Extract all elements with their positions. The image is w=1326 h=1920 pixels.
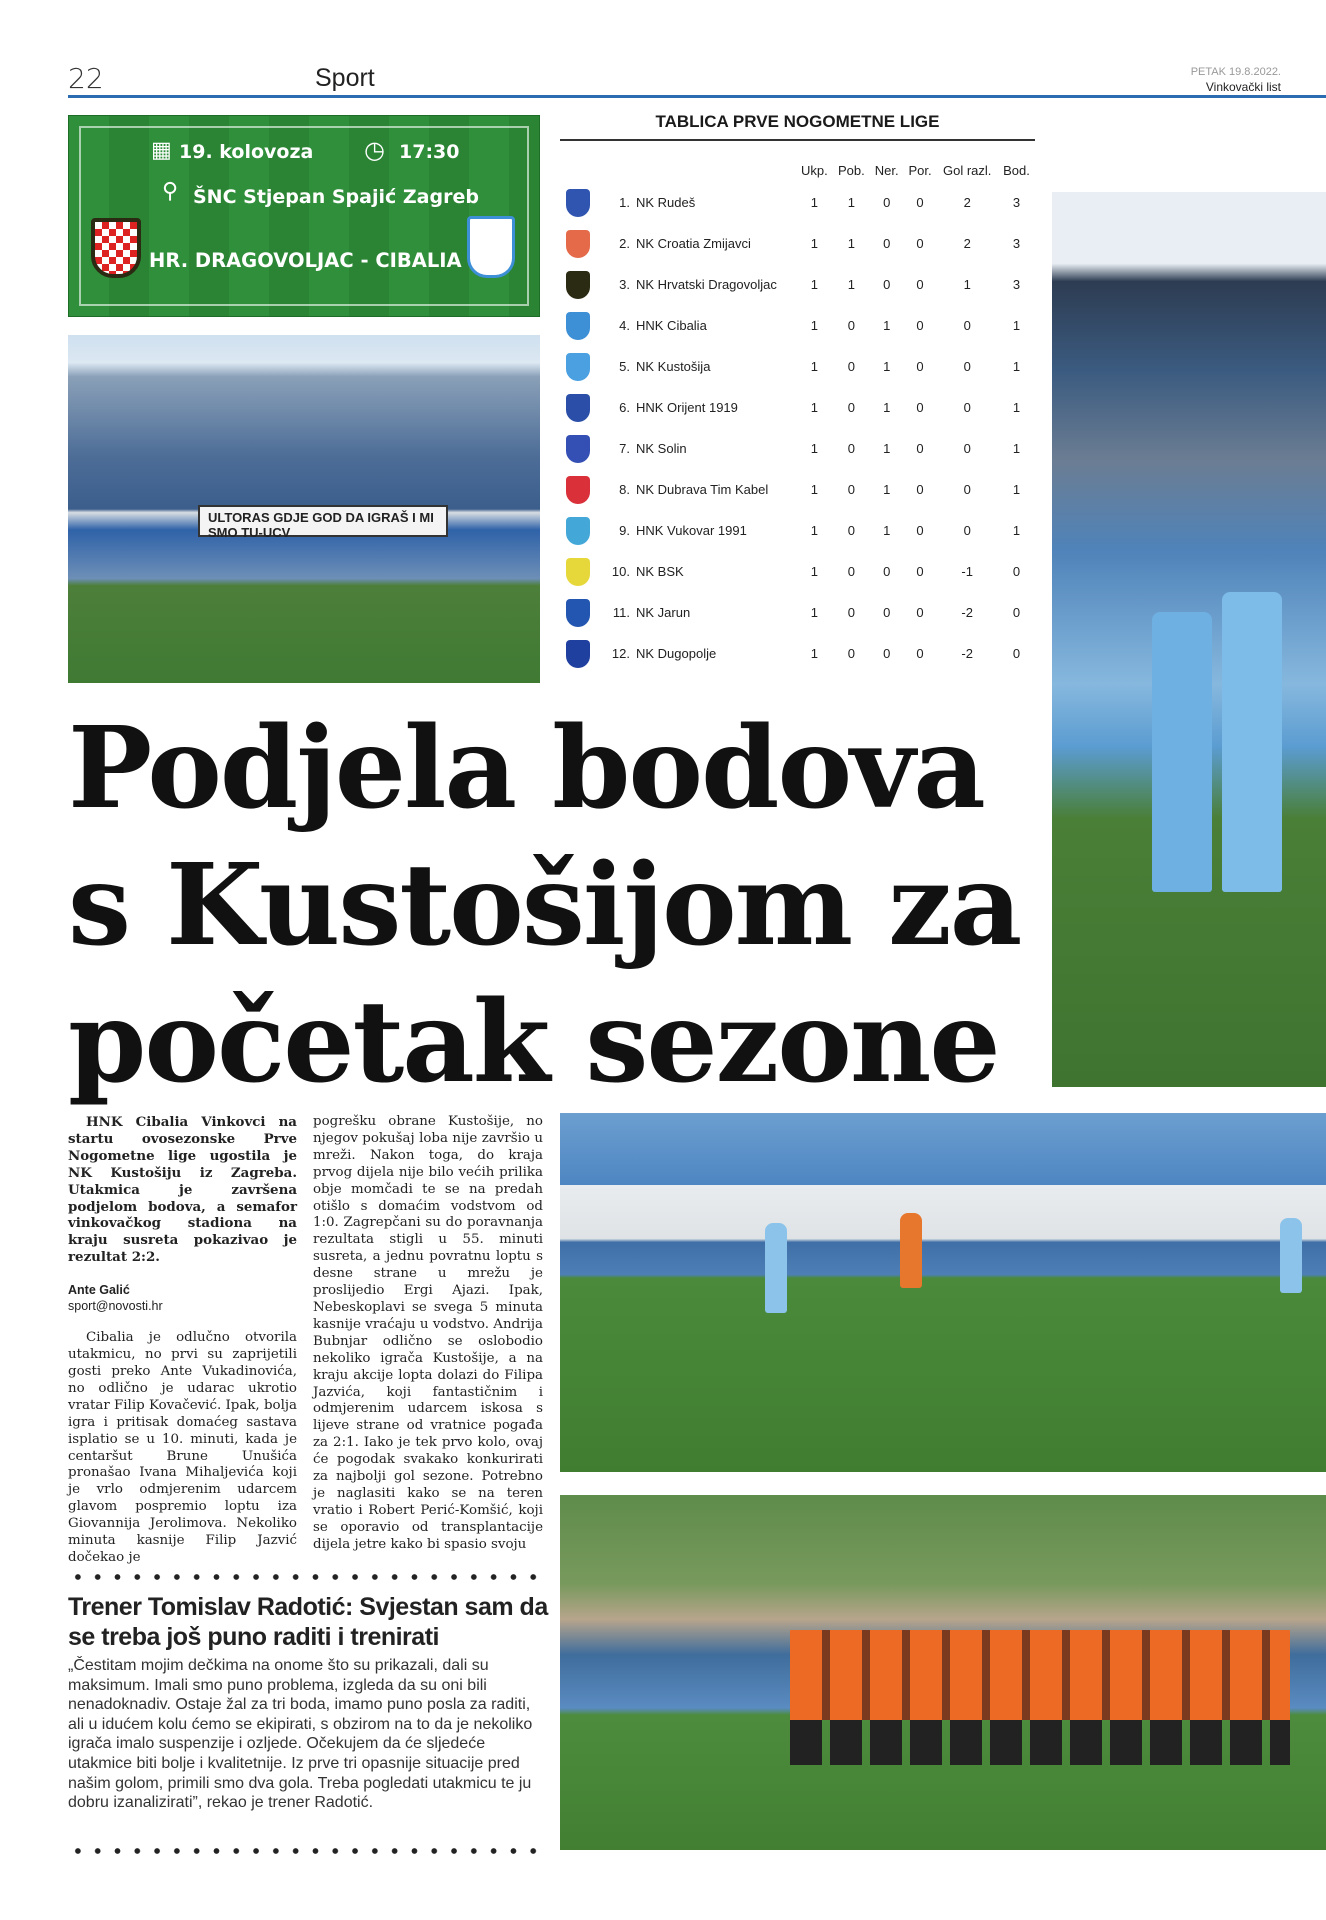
stadium-fans-photo [68, 335, 540, 683]
col-ner: Ner. [874, 162, 899, 178]
col-pob: Pob. [838, 162, 865, 178]
draws: 1 [883, 441, 891, 456]
hrvatski-dragovoljac-crest [91, 218, 141, 278]
team-name: NK Dubrava Tim Kabel [636, 482, 769, 497]
player-figure [765, 1223, 787, 1313]
article-headline: Podjela bodova s Kustošijom za početak sezone [68, 703, 1021, 1108]
goal-diff: -2 [961, 646, 973, 661]
points: 0 [1012, 564, 1021, 579]
team-crest-icon [566, 394, 590, 422]
team-logo [560, 510, 596, 551]
article-author: Ante Galić [68, 1283, 130, 1298]
wins: 0 [847, 400, 855, 415]
issue-date: PETAK 19.8.2022. [1190, 66, 1281, 78]
draws: 0 [883, 277, 891, 292]
goal-diff: 0 [963, 523, 971, 538]
goal-diff: 0 [963, 482, 971, 497]
table-title-rule [560, 139, 1035, 141]
team-logo [560, 346, 596, 387]
goal-diff: 2 [963, 236, 971, 251]
table-row [560, 551, 1035, 592]
table-title: TABLICA PRVE NOGOMETNE LIGE [655, 112, 940, 131]
losses: 0 [916, 564, 924, 579]
team-crest-icon [566, 435, 590, 463]
goal-diff: 1 [963, 277, 971, 292]
team-name: HNK Cibalia [636, 318, 707, 333]
page-number: 22 [68, 62, 104, 95]
position: 12. [611, 646, 630, 661]
points: 0 [1012, 646, 1021, 661]
losses: 0 [916, 318, 924, 333]
table-header-row [560, 158, 1035, 182]
points: 0 [1012, 605, 1021, 620]
team-crest-icon [566, 599, 590, 627]
team-crest-icon [566, 230, 590, 258]
points: 1 [1012, 318, 1021, 333]
wins: 0 [847, 441, 855, 456]
team-crest-icon [566, 312, 590, 340]
team-logo [560, 592, 596, 633]
draws: 1 [883, 318, 891, 333]
losses: 0 [916, 441, 924, 456]
draws: 1 [883, 400, 891, 415]
losses: 0 [916, 236, 924, 251]
team-name: NK Croatia Zmijavci [636, 236, 751, 251]
wins: 0 [847, 482, 855, 497]
player-figure [1280, 1218, 1302, 1293]
position: 1. [619, 195, 630, 210]
col-ukp: Ukp. [801, 162, 828, 178]
match-title: HR. DRAGOVOLJAC - CIBALIA [149, 249, 462, 272]
team-lineup-photo [560, 1495, 1326, 1850]
points: 1 [1012, 482, 1021, 497]
team-name: HNK Vukovar 1991 [636, 523, 747, 538]
losses: 0 [916, 277, 924, 292]
team-logo [560, 428, 596, 469]
section-title: Sport [315, 64, 375, 92]
played: 1 [810, 277, 819, 292]
col-bod: Bod. [1003, 162, 1030, 178]
position: 9. [619, 523, 630, 538]
losses: 0 [916, 400, 924, 415]
position: 5. [619, 359, 630, 374]
col-gol-razl: Gol razl. [942, 162, 992, 178]
losses: 0 [916, 482, 924, 497]
table-row [560, 633, 1035, 674]
goal-diff: 0 [963, 400, 971, 415]
team-crest-icon [566, 640, 590, 668]
points: 1 [1012, 441, 1021, 456]
played: 1 [810, 564, 819, 579]
player-figure [1222, 592, 1282, 892]
team-name: NK Rudeš [636, 195, 696, 210]
league-table [560, 158, 1035, 674]
team-logo [560, 387, 596, 428]
wins: 0 [847, 523, 855, 538]
article-body-2: pogrešku obrane Kustošije, no njegov pokušaj loba nije završio u mreži. Nakon toga, do kraja prvog dijela nije bilo većih prilika obje momčadi te se na predah otišlo s domaćim vodstvom od 1:0. Zagrepčani su do poravnanja rezultata stigli u 55. minuti susreta, a jednu povratnu loptu s desne strane u mrežu je proslijedio Ergi Ajazi. Ipak, Nebeskoplavi se svega 5 minuta kasnije vraćaju u vodstvo. Andrija Bubnjar odlično se oslobodio nekoliko igrača Kustošije, a na kraju akcije lopta dolazi do Filipa Jazvića, koji fantastičnim i odmjerenim udarcem iskosa s lijeve strane od vratnice pogađa za 2:1. Iako je tek prvo kolo, ovaj će pogodak svakako konkurirati za najbolji gol sezone. Potrebno je naglasiti kako se na teren vratio i Robert Perić-Komšić, koji se oporavio od transplantacije dijela jetre kako bi spasio svoju [313, 1114, 543, 1552]
team-name: NK Jarun [636, 605, 691, 620]
draws: 0 [883, 564, 891, 579]
goal-diff: -1 [961, 564, 973, 579]
draws: 0 [883, 236, 891, 251]
clock-icon: ◷ [364, 136, 385, 164]
player-figure [900, 1213, 922, 1288]
cibalia-crest [467, 216, 515, 278]
table-row [560, 510, 1035, 551]
team-name: HNK Orijent 1919 [636, 400, 738, 415]
losses: 0 [916, 605, 924, 620]
position: 11. [612, 605, 630, 620]
table-row [560, 469, 1035, 510]
table-row [560, 182, 1035, 223]
players-lineup [790, 1630, 1290, 1720]
losses: 0 [916, 359, 924, 374]
played: 1 [810, 482, 819, 497]
played: 1 [810, 359, 819, 374]
losses: 0 [916, 523, 924, 538]
played: 1 [810, 441, 819, 456]
table-row [560, 428, 1035, 469]
draws: 0 [883, 646, 891, 661]
calendar-icon: ▦ [151, 138, 172, 163]
table-row [560, 387, 1035, 428]
newspaper-name: Vinkovački list [1205, 80, 1281, 94]
points: 3 [1012, 277, 1021, 292]
team-crest-icon [566, 189, 590, 217]
position: 7. [619, 441, 630, 456]
points: 3 [1012, 195, 1021, 210]
dotted-divider [68, 1573, 543, 1581]
losses: 0 [916, 646, 924, 661]
location-pin-icon: ⚲ [162, 179, 179, 204]
team-logo [560, 264, 596, 305]
position: 3. [619, 277, 630, 292]
fan-banner: ULTORAS GDJE GOD DA IGRAŠ I MI SMO TU-UCV [198, 505, 448, 537]
coach-quote: „Čestitam mojim dečkima na onome što su prikazali, dali su maksimum. Imali smo puno problema, izgleda da su oni bili nenadoknadiv. Ostaje žal za tri boda, imamo puno posla za raditi, ali u idućem kolu ćemo se ekipirati, s obzirom na to da je nekoliko igrača imalo suspenzije i ozljede. Očekujem da će sljedeće utakmice biti bolje i kvalitetnije. Iz prve tri opasnije situacije pred našim golom, primili smo dva gola. Treba pogledati utakmicu te ju dobru izanalizirati”, rekao je trener Radotić. [68, 1657, 533, 1812]
table-row [560, 223, 1035, 264]
draws: 0 [883, 195, 891, 210]
match-banner [68, 115, 540, 317]
team-crest-icon [566, 517, 590, 545]
author-email: sport@novosti.hr [68, 1299, 163, 1314]
team-logo [560, 469, 596, 510]
article-column-2 [313, 1114, 543, 1554]
goal-diff: 0 [963, 318, 971, 333]
draws: 1 [883, 523, 891, 538]
table-row [560, 264, 1035, 305]
players-shorts [790, 1720, 1290, 1765]
team-logo [560, 182, 596, 223]
team-logo [560, 551, 596, 592]
goal-diff: 2 [963, 195, 971, 210]
team-name: NK BSK [636, 564, 684, 579]
wins: 0 [847, 564, 855, 579]
points: 1 [1012, 359, 1021, 374]
team-crest-icon [566, 353, 590, 381]
draws: 0 [883, 605, 891, 620]
team-name: NK Dugopolje [636, 646, 717, 661]
points: 1 [1012, 400, 1021, 415]
wins: 0 [847, 359, 855, 374]
team-name: NK Kustošija [636, 359, 711, 374]
subheadline: Trener Tomislav Radotić: Svjestan sam da se treba još puno raditi i trenirati [68, 1593, 548, 1651]
match-venue: ŠNC Stjepan Spajić Zagreb [193, 186, 479, 208]
wins: 1 [847, 195, 855, 210]
player-figure [1152, 612, 1212, 892]
match-date: 19. kolovoza [179, 141, 314, 163]
team-logo [560, 223, 596, 264]
table-row [560, 592, 1035, 633]
played: 1 [810, 646, 819, 661]
players-celebrating-photo [1052, 192, 1326, 1087]
wins: 1 [847, 236, 855, 251]
team-name: NK Hrvatski Dragovoljac [636, 277, 777, 292]
team-name: NK Solin [636, 441, 687, 456]
losses: 0 [916, 195, 924, 210]
points: 1 [1012, 523, 1021, 538]
article-lead: HNK Cibalia Vinkovci na startu ovosezonske Prve Nogometne lige ugostila je NK Kustošiju iz Zagreba. Utakmica je završena podjelom bodova, a semafor vinkovačkog stadiona na kraju susreta pokazivao je rezultat 2:2. [68, 1114, 297, 1266]
match-time: 17:30 [399, 141, 460, 163]
team-logo [560, 633, 596, 674]
article-body-1: Cibalia je odlučno otvorila utakmicu, no prvi su zaprijetili gosti preko Ante Vukadinovića, no odlično je udarac ukrotio vratar Filip Kovačević. Ipak, bolja igra i pritisak domaćeg sastava isplatio se u 10. minuti, kada je centaršut Brune Unušića pronašao Ivana Mihaljevića koji je vrlo odmjerenim udarcem glavom pospremio loptu iza Giovannija Jerolimova. Nekoliko minuta kasnije Filip Jazvić dočekao je [68, 1330, 298, 1565]
dotted-divider [68, 1847, 543, 1855]
position: 6. [619, 400, 630, 415]
played: 1 [810, 318, 819, 333]
goal-diff: 0 [963, 441, 971, 456]
col-por: Por. [908, 162, 932, 178]
goal-diff: -2 [961, 605, 973, 620]
played: 1 [810, 236, 819, 251]
match-action-photo [560, 1113, 1326, 1472]
wins: 0 [847, 646, 855, 661]
team-crest-icon [566, 271, 590, 299]
position: 10. [611, 564, 630, 579]
played: 1 [810, 400, 819, 415]
article-column-1 [68, 1114, 297, 1567]
draws: 1 [883, 482, 891, 497]
wins: 0 [847, 318, 855, 333]
wins: 1 [847, 277, 855, 292]
team-crest-icon [566, 476, 590, 504]
team-crest-icon [566, 558, 590, 586]
points: 3 [1012, 236, 1021, 251]
position: 4. [619, 318, 630, 333]
played: 1 [810, 605, 819, 620]
wins: 0 [847, 605, 855, 620]
table-row [560, 305, 1035, 346]
position: 2. [619, 236, 630, 251]
draws: 1 [883, 359, 891, 374]
header-rule [68, 95, 1326, 98]
position: 8. [619, 482, 630, 497]
table-row [560, 346, 1035, 387]
team-logo [560, 305, 596, 346]
played: 1 [810, 523, 819, 538]
played: 1 [810, 195, 819, 210]
goal-diff: 0 [963, 359, 971, 374]
